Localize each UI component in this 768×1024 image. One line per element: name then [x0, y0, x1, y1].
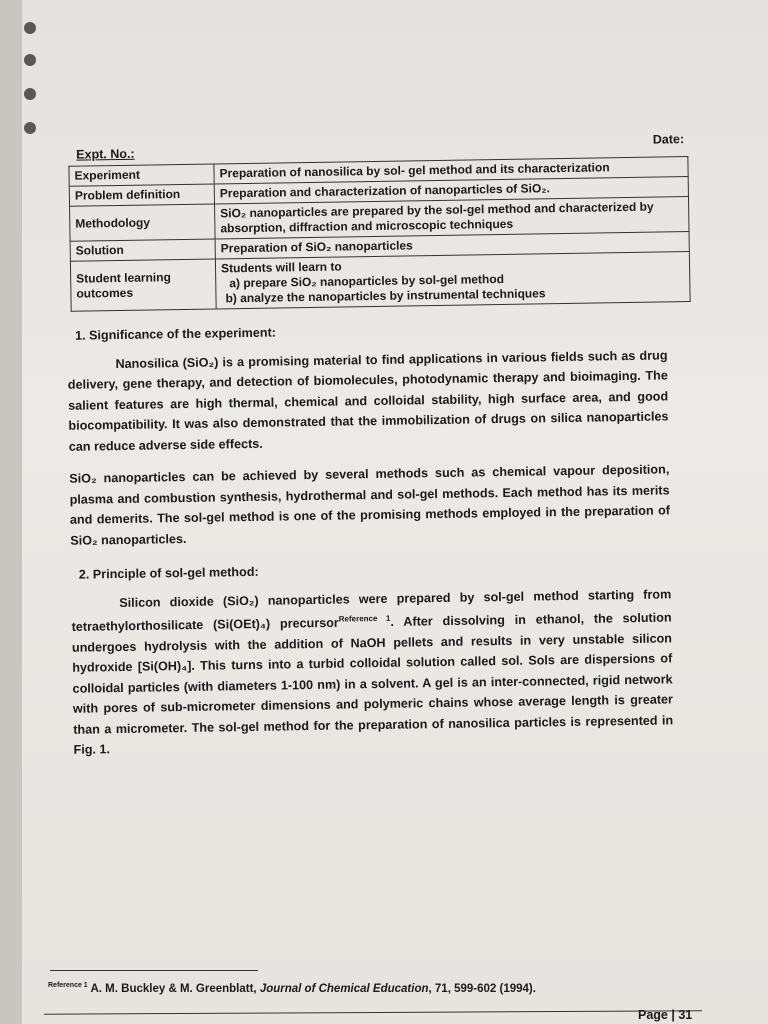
row-key: Student learning outcomes — [70, 259, 216, 311]
row-value: Preparation and characterization of nanoparticles of SiO₂. — [214, 177, 688, 204]
figure-reference: Fig. 1 — [73, 742, 107, 757]
footnote-details: , 71, 599-602 ( — [428, 982, 504, 995]
body-text — [57, 316, 674, 760]
expt-no-label: Expt. No.: — [76, 146, 135, 162]
date-label: Date: — [652, 132, 685, 147]
paragraph-text: . — [106, 742, 111, 757]
footnote-authors: A. M. Buckley & M. Greenblatt, — [87, 982, 260, 995]
table-row — [70, 252, 690, 312]
footnote-divider — [50, 970, 258, 971]
paragraph-text: . After dissolving in ethanol, the solution undergoes hydrolysis with the addition of NaOH pellets and results in very unstable silicon hydroxide [Si(OH)₄]. This turns into a turbid colloidal solution called sol. Sols are dispersions of colloidal particles (with diameters 1-100 nm) in a solvent. A gel is an inter-connected, rigid network with pores of sub-micrometer dimensions and polymeric chains whose average length is greater than a micrometer. The sol-gel method for the preparation of nanosilica particles is represented in — [71, 610, 674, 737]
section-2-title: 2. Principle of sol-gel method: — [78, 564, 259, 582]
row-key: Methodology — [70, 204, 216, 241]
binder-hole — [24, 22, 36, 34]
footnote-year: 1994 — [503, 982, 529, 995]
page-number: Page | 31 — [638, 1008, 693, 1022]
outcome-item: a) prepare SiO₂ nanoparticles by sol-gel method — [229, 271, 505, 291]
footnote-journal: Journal of Chemical Education — [259, 982, 429, 995]
paragraph-text: Silicon dioxide (SiO₂) nanoparticles were prepared by sol-gel method starting from tetraethylorthosilicate (Si(OEt)₄) precursor — [71, 586, 672, 634]
outcome-item: b) analyze the nanoparticles by instrumental techniques — [225, 286, 546, 306]
row-value — [215, 252, 690, 309]
reference-mark: Reference 1 — [338, 613, 391, 624]
row-key: Solution — [70, 239, 215, 261]
outcomes-intro: Students will learn to — [220, 259, 342, 276]
section-1-paragraph: Nanosilica (SiO₂) is a promising material to find applications in various fields such as drug delivery, gene therapy, and detection of biomolecules, photodynamic therapy and bioimaging. The salient features are high thermal, chemical and colloidal stability, high surface area, and good biocompatibility. It was also demonstrated that the immobilization of drugs on silica nanoparticles can reduce adverse side effects. — [67, 347, 669, 454]
binder-hole — [24, 54, 36, 66]
footnote-mark: Reference 1 — [48, 982, 88, 989]
footnote — [48, 982, 536, 995]
row-value: Preparation of nanosilica by sol- gel method and its characterization — [214, 157, 688, 184]
binder-hole — [24, 88, 36, 100]
section-1-title: 1. Significance of the experiment: — [74, 325, 277, 343]
row-value: Preparation of SiO₂ nanoparticles — [215, 232, 689, 259]
footnote-end: ). — [528, 982, 536, 995]
row-key: Problem definition — [69, 184, 214, 206]
section-2-paragraph — [71, 584, 674, 761]
page-content — [54, 130, 712, 769]
binder-hole — [24, 122, 36, 134]
section-1-paragraph: SiO₂ nanoparticles can be achieved by several methods such as chemical vapour deposition, plasma and combustion synthesis, hydrothermal and sol-gel methods. Each method has its merits and demerits. The sol-gel method is one of the promising methods employed in the preparation of SiO₂ nanoparticles. — [69, 462, 671, 548]
experiment-info-table — [68, 156, 690, 312]
row-key: Experiment — [69, 164, 214, 186]
row-value: SiO₂ nanoparticles are prepared by the sol-gel method and characterized by absorption, diffraction and microscopic techniques — [215, 197, 689, 239]
